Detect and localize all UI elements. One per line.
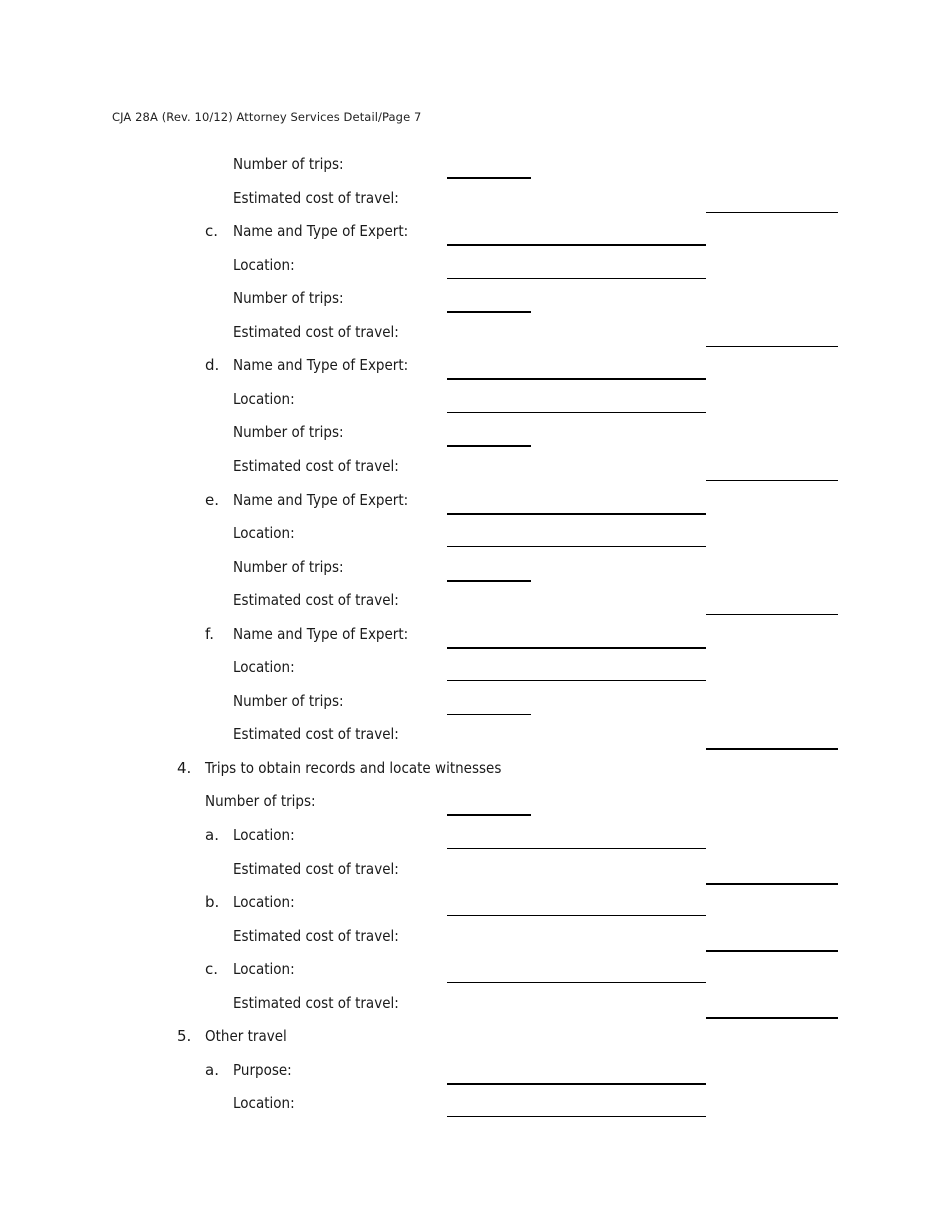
form-row xyxy=(0,857,950,881)
cost-input-line[interactable] xyxy=(706,748,838,750)
field-label: Estimated cost of travel: xyxy=(233,994,399,1012)
field-label: Location: xyxy=(233,960,295,978)
form-row xyxy=(0,488,950,512)
form-header: CJA 28A (Rev. 10/12) Attorney Services Detail/Page 7 xyxy=(112,110,422,124)
field-label: Estimated cost of travel: xyxy=(233,189,399,207)
text-input-line[interactable] xyxy=(447,647,706,649)
text-input-line[interactable] xyxy=(447,848,706,849)
form-row xyxy=(0,789,950,813)
form-row xyxy=(0,387,950,411)
text-input-line[interactable] xyxy=(447,1116,706,1117)
text-input-line[interactable] xyxy=(447,412,706,413)
field-label: Location: xyxy=(233,658,295,676)
field-label: Number of trips: xyxy=(233,423,344,441)
form-row xyxy=(0,1058,950,1082)
field-label: Name and Type of Expert: xyxy=(233,625,409,643)
form-row xyxy=(0,353,950,377)
form-row xyxy=(0,420,950,444)
field-label: Location: xyxy=(233,524,295,542)
text-input-line[interactable] xyxy=(447,1083,706,1085)
text-input-line[interactable] xyxy=(447,278,706,279)
field-label: Trips to obtain records and locate witnesses xyxy=(205,759,502,777)
field-label: Name and Type of Expert: xyxy=(233,356,409,374)
field-label: Estimated cost of travel: xyxy=(233,927,399,945)
item-letter: a. xyxy=(205,1061,219,1079)
item-letter: c. xyxy=(205,960,219,978)
item-letter: e. xyxy=(205,491,219,509)
item-letter: a. xyxy=(205,826,219,844)
field-label: Number of trips: xyxy=(233,692,344,710)
form-row xyxy=(0,253,950,277)
form-row xyxy=(0,286,950,310)
form-row xyxy=(0,890,950,914)
field-label: Number of trips: xyxy=(233,155,344,173)
cost-input-line[interactable] xyxy=(706,480,838,481)
form-row xyxy=(0,186,950,210)
text-input-line[interactable] xyxy=(447,546,706,547)
form-row xyxy=(0,152,950,176)
item-letter: c. xyxy=(205,222,219,240)
field-label: Estimated cost of travel: xyxy=(233,591,399,609)
trips-input-line[interactable] xyxy=(447,814,531,816)
form-row xyxy=(0,722,950,746)
field-label: Estimated cost of travel: xyxy=(233,457,399,475)
field-label: Estimated cost of travel: xyxy=(233,725,399,743)
trips-input-line[interactable] xyxy=(447,177,531,179)
field-label: Other travel xyxy=(205,1027,287,1045)
field-label: Location: xyxy=(233,256,295,274)
trips-input-line[interactable] xyxy=(447,714,531,715)
field-label: Name and Type of Expert: xyxy=(233,491,409,509)
section-number: 4. xyxy=(177,759,192,777)
field-label: Location: xyxy=(233,1094,295,1112)
form-row xyxy=(0,622,950,646)
form-row xyxy=(0,957,950,981)
item-letter: f. xyxy=(205,625,214,643)
cost-input-line[interactable] xyxy=(706,1017,838,1019)
text-input-line[interactable] xyxy=(447,244,706,246)
form-row xyxy=(0,219,950,243)
text-input-line[interactable] xyxy=(447,680,706,681)
form-row xyxy=(0,1091,950,1115)
trips-input-line[interactable] xyxy=(447,445,531,447)
field-label: Location: xyxy=(233,893,295,911)
item-letter: d. xyxy=(205,356,220,374)
cost-input-line[interactable] xyxy=(706,883,838,885)
field-label: Location: xyxy=(233,390,295,408)
form-row xyxy=(0,454,950,478)
text-input-line[interactable] xyxy=(447,915,706,916)
form-row xyxy=(0,689,950,713)
form-row xyxy=(0,320,950,344)
item-letter: b. xyxy=(205,893,220,911)
form-row xyxy=(0,555,950,579)
form-row xyxy=(0,521,950,545)
form-row xyxy=(0,924,950,948)
form-row xyxy=(0,655,950,679)
field-label: Estimated cost of travel: xyxy=(233,860,399,878)
field-label: Number of trips: xyxy=(233,289,344,307)
field-label: Estimated cost of travel: xyxy=(233,323,399,341)
field-label: Number of trips: xyxy=(205,792,316,810)
text-input-line[interactable] xyxy=(447,982,706,983)
cost-input-line[interactable] xyxy=(706,346,838,347)
field-label: Purpose: xyxy=(233,1061,292,1079)
form-row xyxy=(0,1024,950,1048)
trips-input-line[interactable] xyxy=(447,311,531,313)
section-number: 5. xyxy=(177,1027,192,1045)
cost-input-line[interactable] xyxy=(706,950,838,952)
form-row xyxy=(0,991,950,1015)
trips-input-line[interactable] xyxy=(447,580,531,582)
field-label: Name and Type of Expert: xyxy=(233,222,409,240)
form-row xyxy=(0,588,950,612)
form-row xyxy=(0,823,950,847)
cost-input-line[interactable] xyxy=(706,212,838,213)
text-input-line[interactable] xyxy=(447,378,706,380)
field-label: Location: xyxy=(233,826,295,844)
cost-input-line[interactable] xyxy=(706,614,838,615)
form-row xyxy=(0,756,950,780)
text-input-line[interactable] xyxy=(447,513,706,515)
field-label: Number of trips: xyxy=(233,558,344,576)
